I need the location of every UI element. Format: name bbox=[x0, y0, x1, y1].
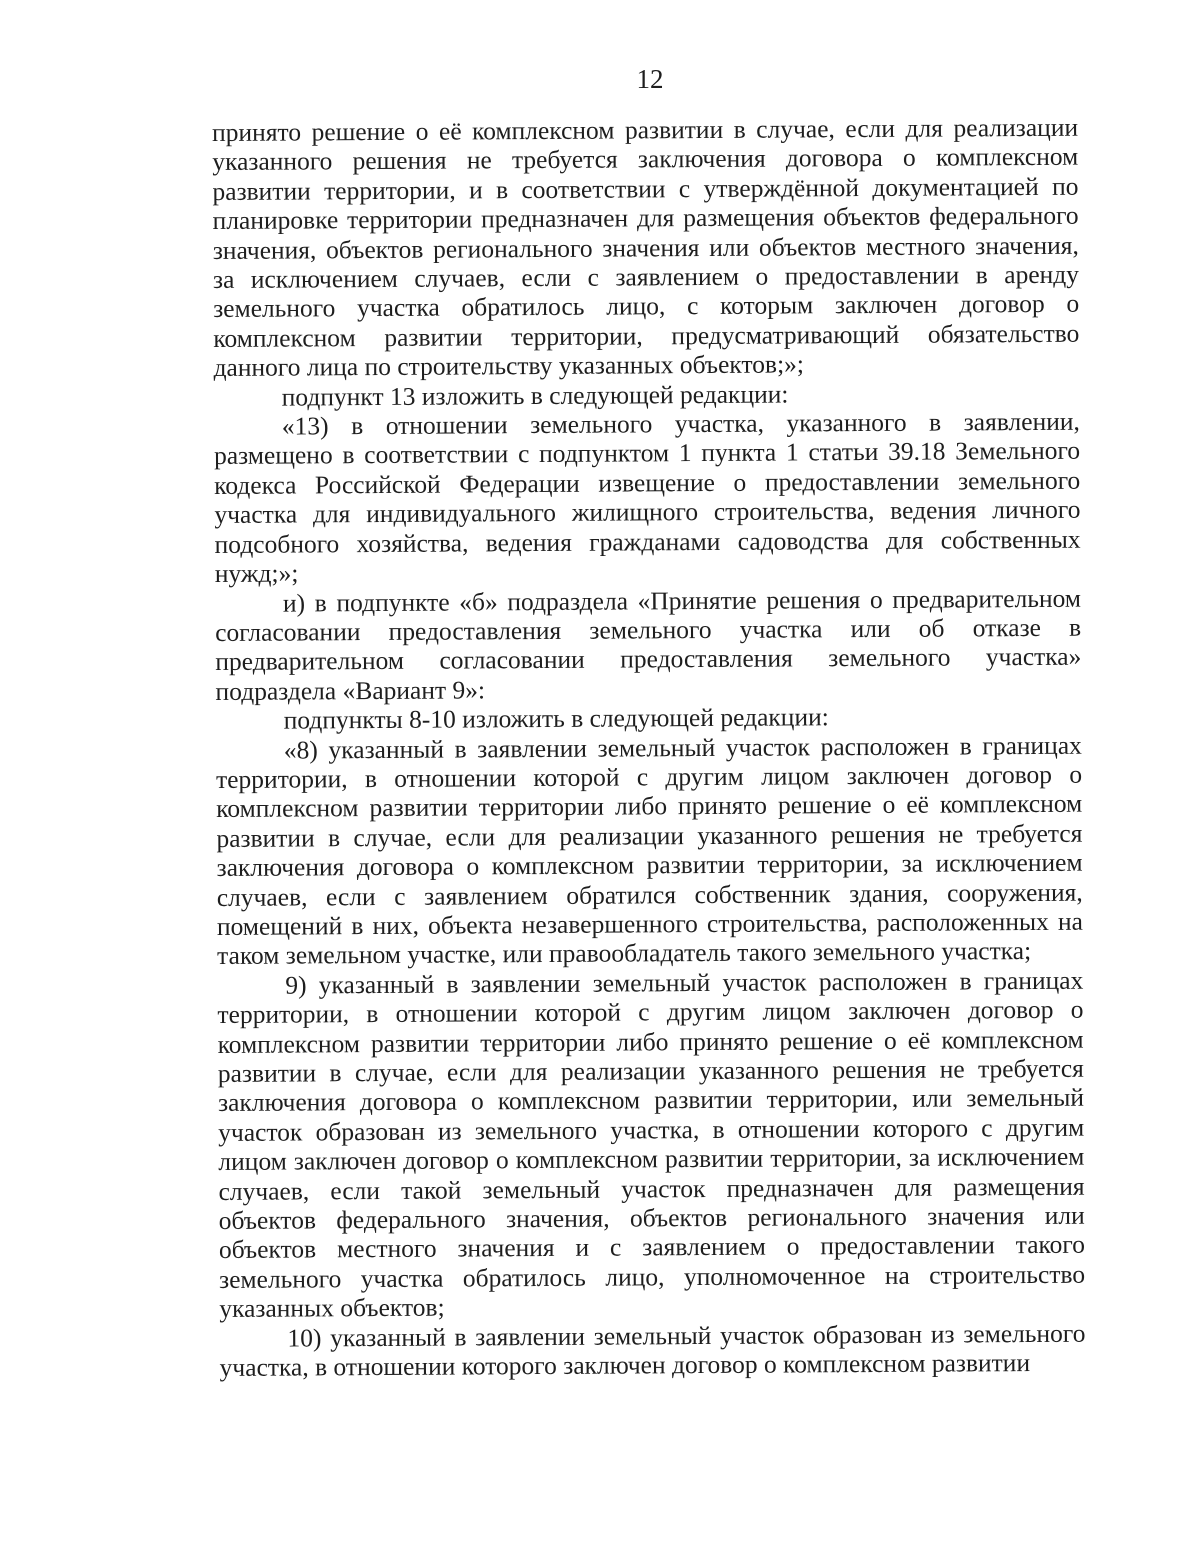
paragraph-subpoint-10: 10) указанный в заявлении земельный участок образован из земельного участка, в отношении которого заключен договор о комплексном развитии bbox=[219, 1318, 1086, 1383]
paragraph-subpoint-8: «8) указанный в заявлении земельный участок расположен в границах территории, в отношении которой с другим лицом заключен договор о комплексном развитии территории либо принято решение о её комплексном развитии в случае, если для реализации указанного решения не требуется заключения договора о комплексном развитии территории, за исключением случаев, если с заявлением обратился собственник здания, сооружения, помещений в них, объекта незавершенного строительства, расположенных на таком земельном участке, или правообладатель такого земельного участка; bbox=[215, 730, 1084, 971]
paragraph-subpoints-8-10-intro: подпункты 8-10 изложить в следующей редакции: bbox=[283, 702, 829, 735]
page-number: 12 bbox=[636, 64, 664, 94]
document-body bbox=[212, 113, 1086, 1383]
paragraph-continuation: принято решение о её комплексном развитии в случае, если для реализации указанного решения не требуется заключения договора о комплексном развитии территории, и в соответствии с утверждённой документацией по планировке территории предназначен для размещения объектов федерального значения, объектов регионального значения или объектов местного значения, за исключением случаев, если с заявлением о предоставлении в аренду земельного участка обратилось лицо, с которым заключен договор о комплексном развитии территории, предусматривающий обязательство данного лица по строительству указанных объектов;»; bbox=[212, 112, 1080, 383]
paragraph-item-i: и) в подпункте «б» подраздела «Принятие решения о предварительном согласовании предоставления земельного участка или об отказе в предварительном согласовании предоставления земельного участка» подраздела «Вариант 9»: bbox=[215, 583, 1082, 706]
paragraph-subpoint-9: 9) указанный в заявлении земельный участок расположен в границах территории, в отношении которой с другим лицом заключен договор о комплексном развитии территории либо принято решение о её комплексном развитии в случае, если для реализации указанного решения не требуется заключения договора о комплексном развитии территории, или земельный участок образован из земельного участка, в отношении которого с другим лицом заключен договор о комплексном развитии территории, за исключением случаев, если такой земельный участок предназначен для размещения объектов федерального значения, объектов регионального значения или объектов местного значения и с заявлением о предоставлении такого земельного участка обратилось лицо, уполномоченное на строительство указанных объектов; bbox=[217, 965, 1086, 1324]
paragraph-subpoint-13: «13) в отношении земельного участка, указанного в заявлении, размещено в соответствии с подпунктом 1 пункта 1 статьи 39.18 Земельного кодекса Российской Федерации извещение о предоставлении земельного участка для индивидуального жилищного строительства, ведения личного подсобного хозяйства, ведения гражданами садоводства для собственных нужд;»; bbox=[213, 406, 1081, 589]
paragraph-subpoint-13-intro: подпункт 13 изложить в следующей редакции: bbox=[281, 379, 789, 412]
